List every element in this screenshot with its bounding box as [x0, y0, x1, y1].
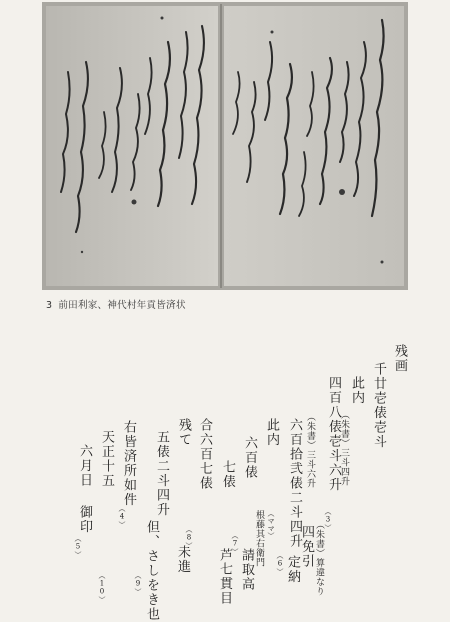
transcript-line: 御印	[77, 505, 92, 534]
transcript-line: 此内	[264, 418, 279, 447]
transcript-note: （朱書）三斗六升	[305, 412, 315, 488]
figure-caption	[46, 297, 186, 311]
transcript-line: 七貫目	[217, 562, 232, 606]
figure-number: 3	[46, 300, 53, 311]
transcript-line: 天正十五	[99, 430, 114, 488]
transcript-marker: （8）	[185, 526, 193, 549]
transcript-marker: （4）	[118, 505, 126, 528]
transcript-line: 残て	[176, 418, 191, 447]
transcript-marker: （7）	[231, 532, 239, 555]
transcript-line: 右皆済所如件	[121, 420, 136, 507]
transcript-note: （朱書）三斗四升	[339, 410, 349, 486]
transcript-line: 四百八俵壱斗六升	[326, 376, 341, 492]
transcript-note: （朱書）算違なり	[314, 520, 324, 596]
transcript-note: （ママ）	[267, 510, 275, 540]
figure-caption-text: 前田利家、神代村年貢皆済状	[58, 300, 186, 311]
transcript-line: 千廿壱俵壱斗	[371, 362, 386, 449]
transcript-line: 六百拾弐俵二斗四升	[287, 418, 302, 549]
transcript-note: 芦	[217, 548, 232, 563]
transcript-line: 此内	[349, 376, 364, 405]
transcript-line: 四免引	[299, 525, 314, 569]
transcript-line: 六月日	[77, 444, 92, 488]
transcript-line: 請取高	[239, 548, 254, 592]
transcript-marker: （10）	[98, 572, 106, 604]
transcript-marker: （6）	[276, 552, 284, 575]
transcript-marker: （5）	[74, 535, 82, 558]
transcript-line: 七俵	[220, 460, 235, 489]
transcript-marker: （9）	[134, 572, 142, 595]
transcript-heading: 残画	[392, 344, 407, 373]
transcript-line: 六百俵	[242, 436, 257, 480]
document-photo	[42, 2, 408, 290]
transcript-line: 定納	[285, 555, 300, 584]
left-sheet	[46, 6, 218, 286]
transcript-line: 但、さしをき也	[144, 520, 159, 622]
transcript-line: 合六百七俵	[197, 418, 212, 491]
transcript-marker: （3）	[324, 508, 332, 531]
transcript-line: 未進	[175, 545, 190, 574]
transcript-note: 根藤其右衛門	[254, 510, 264, 567]
document-photo-drawing	[42, 2, 408, 290]
transcript-line: 五俵二斗四升	[154, 430, 169, 517]
